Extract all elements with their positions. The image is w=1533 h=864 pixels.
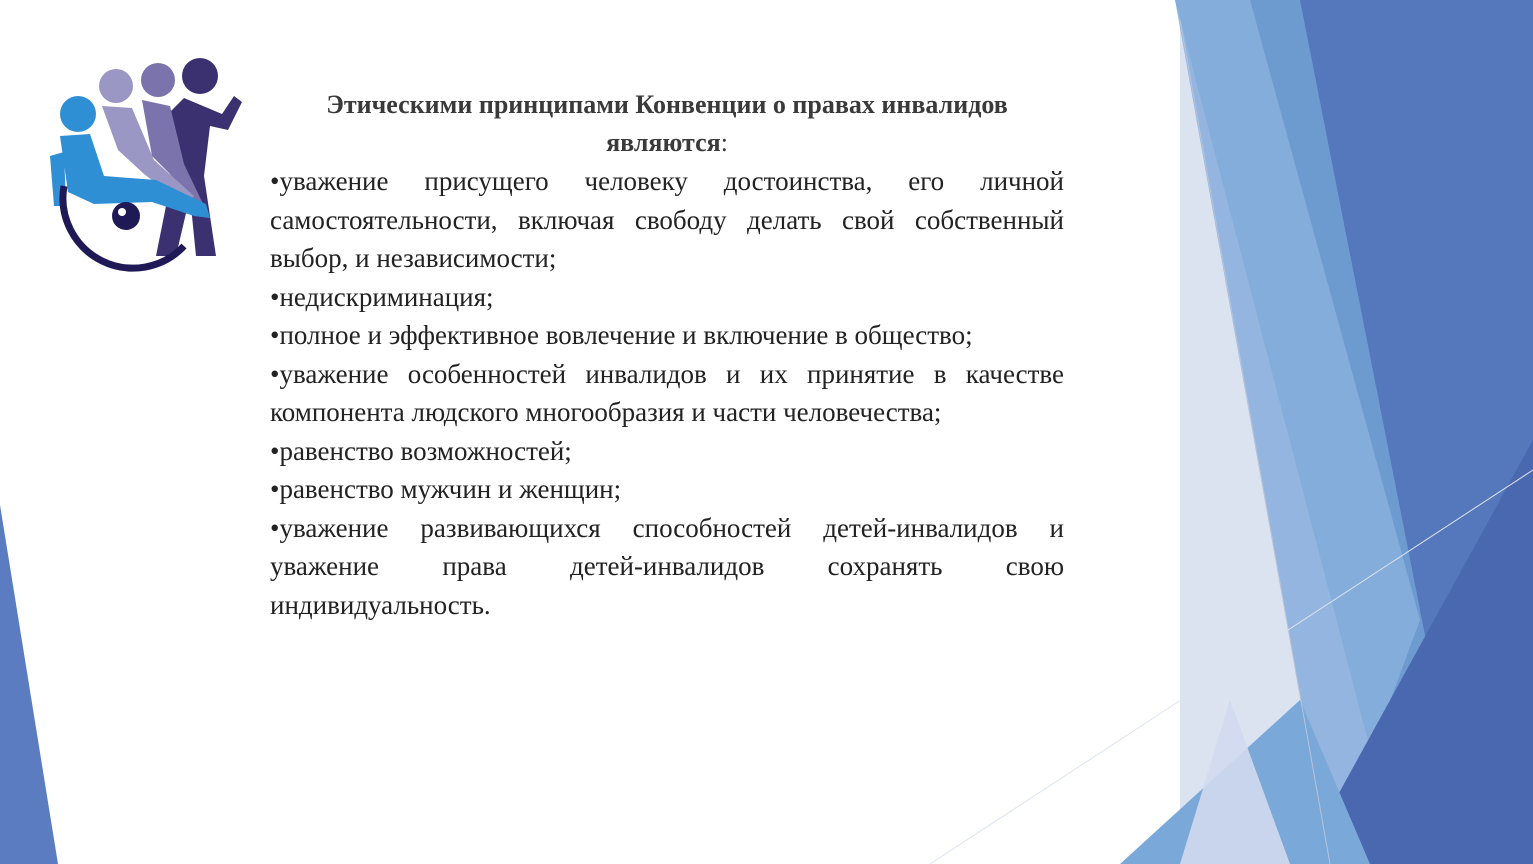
- principle-item: •недискриминация;: [270, 281, 494, 312]
- principle-item: •равенство мужчин и женщин;: [270, 474, 622, 504]
- principle-item: •уважение развивающихся способностей детей-инвалидов и уважение права детей-инвалидов сохранять свою индивидуальность.: [270, 512, 1064, 620]
- left-edge-blue-shape: [0, 505, 58, 864]
- heading-colon: :: [720, 128, 728, 157]
- slide-heading: [270, 86, 1064, 162]
- principle-item: •уважение присущего человеку достоинства, его личной самостоятельности, включая свободу делать свой собственный выбор, и независимости;: [270, 166, 1064, 273]
- principle-item: •уважение особенностей инвалидов и их принятие в качестве компонента людского многообразия и части человечества;: [270, 358, 1064, 427]
- heading-text: Этическими принципами Конвенции о правах инвалидов являются: [326, 90, 1008, 157]
- principle-item: •равенство возможностей;: [270, 435, 572, 466]
- content-block: [270, 86, 1064, 624]
- principles-list: [270, 162, 1064, 624]
- wheelchair-accessibility-people-icon: [44, 56, 248, 278]
- principle-item: •полное и эффективное вовлечение и включение в общество;: [270, 320, 973, 350]
